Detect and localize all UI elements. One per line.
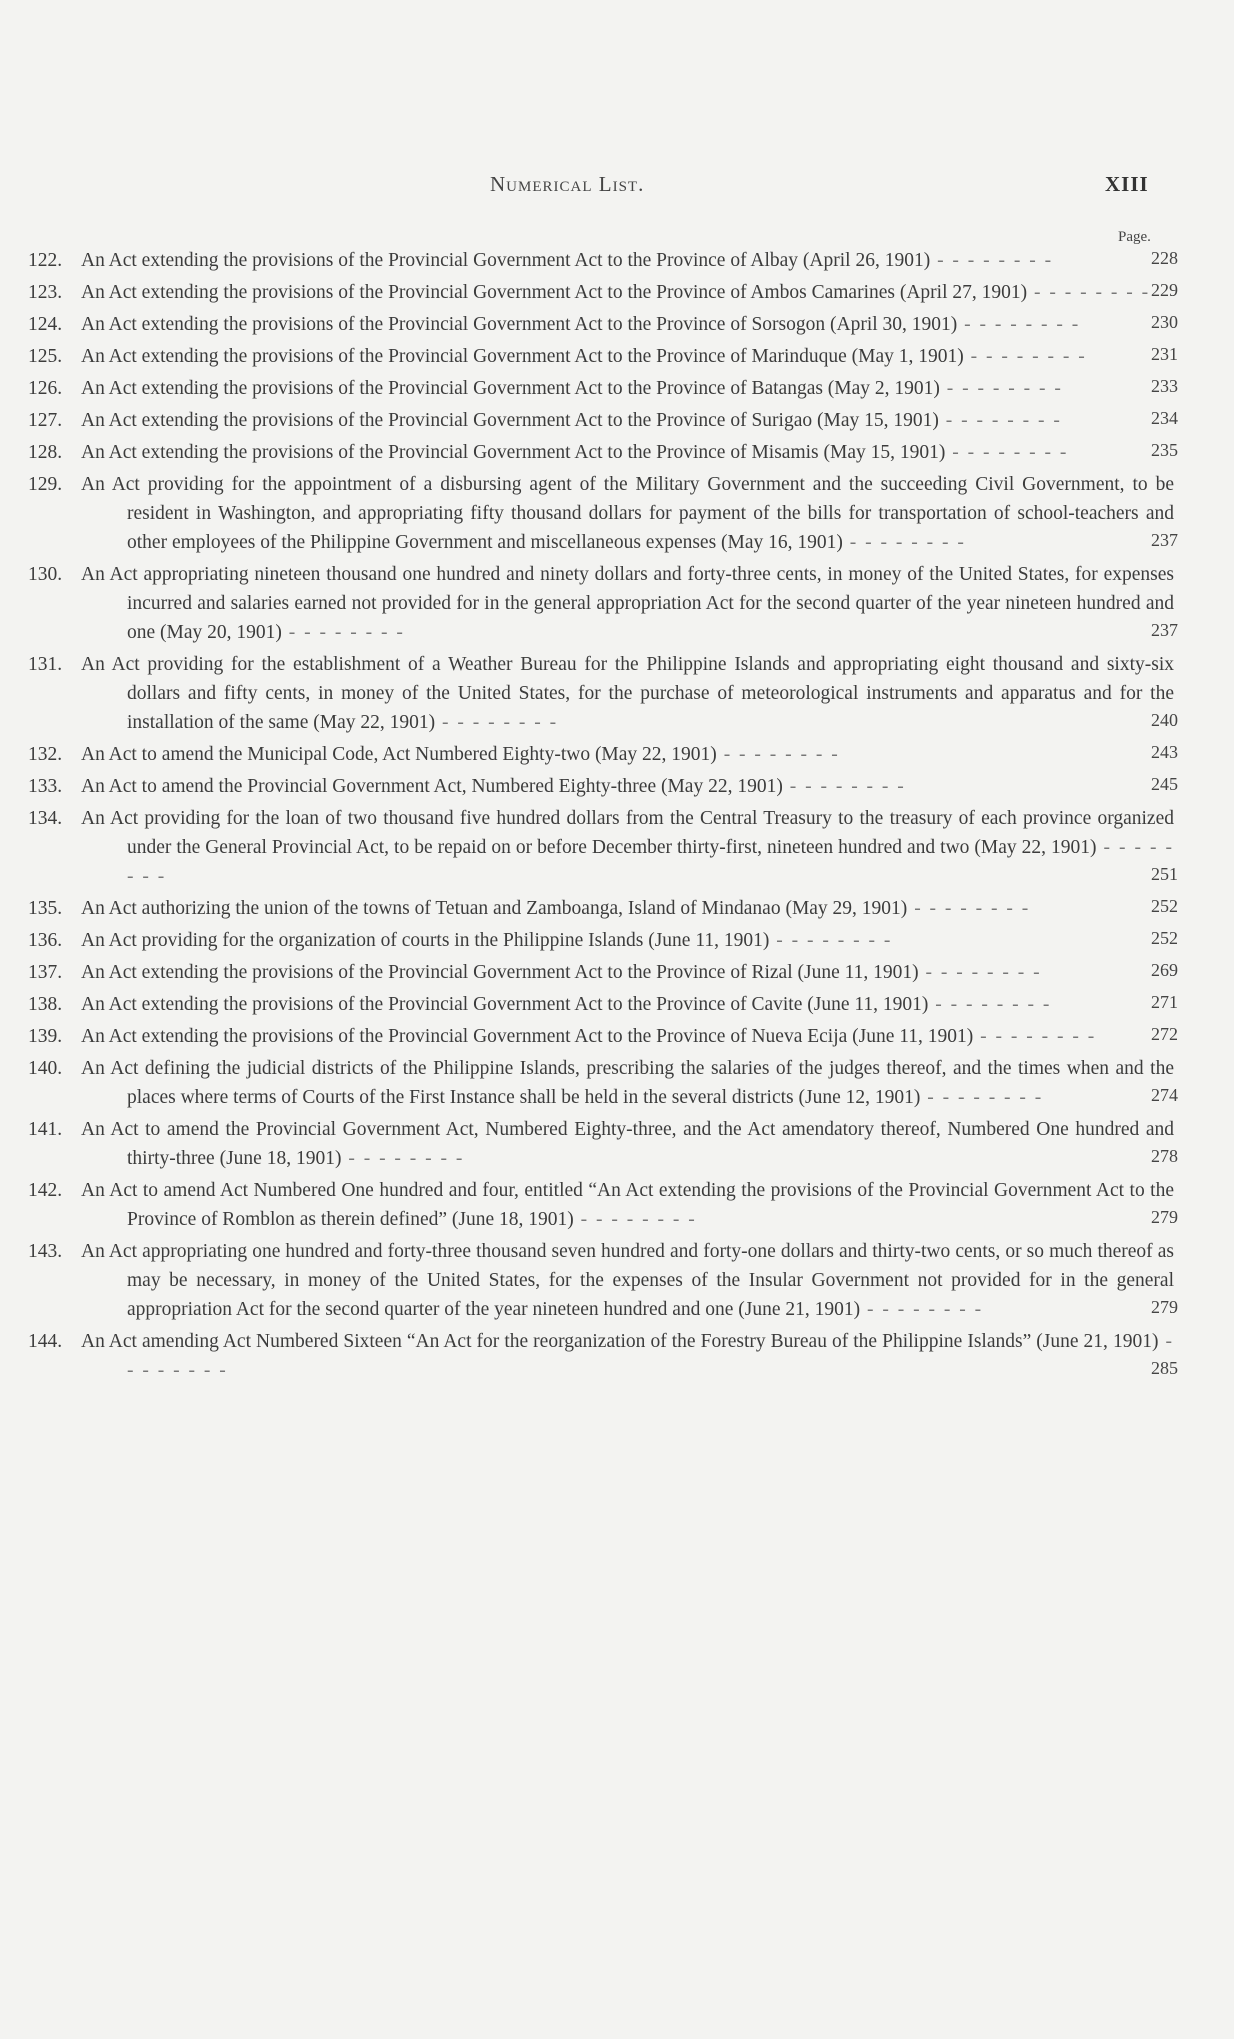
- entry-page-number: 233: [1151, 376, 1178, 396]
- entry-page-number: 274: [1151, 1085, 1178, 1105]
- list-item: [28, 1115, 1178, 1173]
- list-item: [28, 470, 1178, 557]
- list-item: [28, 310, 1178, 339]
- entry-list: [28, 246, 1178, 1388]
- running-head: [0, 172, 1234, 202]
- entry-number: 128.: [28, 442, 63, 463]
- entry-title: An Act authorizing the union of the towns of Tetuan and Zamboanga, Island of Mindanao (May 29, 1901): [81, 898, 908, 919]
- entry-title: An Act appropriating nineteen thousand one hundred and ninety dollars and forty-three cents, in money of the United States, for expenses incurred and salaries earned not provided for in the general appropriation Act for the second quarter of the year nineteen hundred and one (May 20, 1901): [81, 564, 1174, 643]
- leader-dots: - - - - - - - -: [127, 837, 1174, 887]
- entry-text-block: [81, 470, 1174, 557]
- list-item: [28, 926, 1178, 955]
- page-column-label: Page.: [1118, 229, 1151, 245]
- entry-number: 139.: [28, 1026, 63, 1047]
- entry-page-number: 240: [1151, 710, 1178, 730]
- entry-title: An Act amending Act Numbered Sixteen “An Act for the reorganization of the Forestry Bureau of the Philippine Islands” (June 21, 1901): [81, 1331, 1159, 1352]
- entry-number: 132.: [28, 744, 63, 765]
- list-item: [28, 1327, 1178, 1385]
- entry-text-block: [81, 772, 1174, 801]
- entry-number: 123.: [28, 282, 63, 303]
- leader-dots: - - - - - - - -: [957, 314, 1081, 335]
- entry-text-block: [81, 1022, 1174, 1051]
- list-item: [28, 1237, 1178, 1324]
- entry-text-block: [81, 278, 1174, 307]
- entry-text-block: [81, 1237, 1174, 1324]
- entry-page-number: 252: [1151, 928, 1178, 948]
- list-item: [28, 246, 1178, 275]
- list-item: [28, 374, 1178, 403]
- entry-number: 133.: [28, 776, 63, 797]
- entry-text-block: [81, 310, 1174, 339]
- list-item: [28, 1176, 1178, 1234]
- leader-dots: - - - - - - - -: [1027, 282, 1151, 303]
- leader-dots: - - - - - - - -: [938, 410, 1062, 431]
- entry-text-block: [81, 438, 1174, 467]
- entry-text-block: [81, 1115, 1174, 1173]
- leader-dots: - - - - - - - -: [716, 744, 840, 765]
- list-item: [28, 740, 1178, 769]
- leader-dots: - - - - - - - -: [860, 1299, 984, 1320]
- entry-title: An Act extending the provisions of the Provincial Government Act to the Province of Misamis (May 15, 1901): [81, 442, 946, 463]
- entry-text-block: [81, 1054, 1174, 1112]
- entry-title: An Act to amend the Municipal Code, Act Numbered Eighty-two (May 22, 1901): [81, 744, 717, 765]
- entry-number: 141.: [28, 1119, 63, 1140]
- entry-page-number: 237: [1151, 620, 1178, 640]
- leader-dots: - - - - - - - -: [127, 1331, 1174, 1381]
- leader-dots: - - - - - - - -: [920, 1087, 1044, 1108]
- entry-text-block: [81, 894, 1174, 923]
- list-item: [28, 650, 1178, 737]
- entry-number: 127.: [28, 410, 63, 431]
- entry-page-number: 279: [1151, 1207, 1178, 1227]
- entry-number: 122.: [28, 250, 63, 271]
- entry-page-number: 234: [1151, 408, 1178, 428]
- list-item: [28, 958, 1178, 987]
- entry-number: 135.: [28, 898, 63, 919]
- entry-number: 137.: [28, 962, 63, 983]
- entry-title: An Act extending the provisions of the Provincial Government Act to the Province of Surigao (May 15, 1901): [81, 410, 939, 431]
- entry-number: 136.: [28, 930, 63, 951]
- entry-title: An Act to amend the Provincial Government Act, Numbered Eighty-three, and the Act amendatory thereof, Numbered One hundred and thirty-three (June 18, 1901): [81, 1119, 1174, 1169]
- entry-page-number: 272: [1151, 1024, 1178, 1044]
- entry-title: An Act extending the provisions of the Provincial Government Act to the Province of Rizal (June 11, 1901): [81, 962, 919, 983]
- entry-text-block: [81, 342, 1174, 371]
- entry-text-block: [81, 406, 1174, 435]
- entry-page-number: 228: [1151, 248, 1178, 268]
- list-item: [28, 342, 1178, 371]
- entry-text-block: [81, 560, 1174, 647]
- leader-dots: - - - - - - - -: [928, 994, 1052, 1015]
- entry-title: An Act extending the provisions of the Provincial Government Act to the Province of Cavite (June 11, 1901): [81, 994, 929, 1015]
- entry-number: 131.: [28, 654, 63, 675]
- entry-title: An Act extending the provisions of the Provincial Government Act to the Province of Batangas (May 2, 1901): [81, 378, 940, 399]
- list-item: [28, 406, 1178, 435]
- entry-number: 142.: [28, 1180, 63, 1201]
- entry-text-block: [81, 990, 1174, 1019]
- entry-number: 124.: [28, 314, 63, 335]
- entry-title: An Act providing for the organization of courts in the Philippine Islands (June 11, 1901): [81, 930, 770, 951]
- entry-text-block: [81, 926, 1174, 955]
- entry-title: An Act extending the provisions of the Provincial Government Act to the Province of Nueva Ecija (June 11, 1901): [81, 1026, 974, 1047]
- leader-dots: - - - - - - - -: [769, 930, 893, 951]
- leader-dots: - - - - - - - -: [939, 378, 1063, 399]
- entry-number: 126.: [28, 378, 63, 399]
- entry-text-block: [81, 1327, 1174, 1385]
- leader-dots: - - - - - - - -: [918, 962, 1042, 983]
- entry-number: 138.: [28, 994, 63, 1015]
- entry-page-number: 230: [1151, 312, 1178, 332]
- entry-title: An Act extending the provisions of the Provincial Government Act to the Province of Marinduque (May 1, 1901): [81, 346, 964, 367]
- leader-dots: - - - - - - - -: [930, 250, 1054, 271]
- entry-text-block: [81, 374, 1174, 403]
- leader-dots: - - - - - - - -: [435, 712, 559, 733]
- entry-title: An Act defining the judicial districts of the Philippine Islands, prescribing the salaries of the judges thereof, and the times when and the places where terms of Courts of the First Instance shall be held in the several districts (June 12, 1901): [81, 1058, 1174, 1108]
- list-item: [28, 278, 1178, 307]
- entry-title: An Act to amend the Provincial Government Act, Numbered Eighty-three (May 22, 1901): [81, 776, 783, 797]
- entry-text-block: [81, 958, 1174, 987]
- entry-number: 125.: [28, 346, 63, 367]
- list-item: [28, 1022, 1178, 1051]
- leader-dots: - - - - - - - -: [573, 1209, 697, 1230]
- entry-page-number: 229: [1151, 280, 1178, 300]
- list-item: [28, 1054, 1178, 1112]
- entry-page-number: 243: [1151, 742, 1178, 762]
- list-item: [28, 560, 1178, 647]
- list-item: [28, 804, 1178, 891]
- leader-dots: - - - - - - - -: [281, 622, 405, 643]
- entry-page-number: 279: [1151, 1297, 1178, 1317]
- entry-page-number: 278: [1151, 1146, 1178, 1166]
- entry-title: An Act providing for the appointment of a disbursing agent of the Military Government and the succeeding Civil Government, to be resident in Washington, and appropriating fifty thousand dollars for payment of the bills for transportation of school-teachers and other employees of the Philippine Government and miscellaneous expenses (May 16, 1901): [81, 474, 1174, 553]
- entry-page-number: 285: [1151, 1358, 1178, 1378]
- entry-number: 129.: [28, 474, 63, 495]
- entry-title: An Act providing for the establishment of a Weather Bureau for the Philippine Islands and appropriating eight thousand and sixty-six dollars and fifty cents, in money of the United States, for the purchase of meteorological instruments and apparatus and for the installation of the same (May 22, 1901): [81, 654, 1174, 733]
- entry-title: An Act providing for the loan of two thousand five hundred dollars from the Central Treasury to the treasury of each province organized under the General Provincial Act, to be repaid on or before December thirty-first, nineteen hundred and two (May 22, 1901): [81, 808, 1174, 858]
- entry-page-number: 235: [1151, 440, 1178, 460]
- leader-dots: - - - - - - - -: [842, 532, 966, 553]
- leader-dots: - - - - - - - -: [963, 346, 1087, 367]
- folio-number: XIII: [1105, 172, 1149, 196]
- entry-text-block: [81, 650, 1174, 737]
- entry-number: 140.: [28, 1058, 63, 1079]
- list-item: [28, 990, 1178, 1019]
- entry-number: 143.: [28, 1241, 63, 1262]
- entry-text-block: [81, 804, 1174, 891]
- entry-page-number: 271: [1151, 992, 1178, 1012]
- entry-title: An Act extending the provisions of the Provincial Government Act to the Province of Albay (April 26, 1901): [81, 250, 931, 271]
- entry-text-block: [81, 740, 1174, 769]
- entry-number: 134.: [28, 808, 63, 829]
- entry-title: An Act appropriating one hundred and forty-three thousand seven hundred and forty-one dollars and thirty-two cents, or so much thereof as may be necessary, in money of the United States, for the expenses of the Insular Government not provided for in the general appropriation Act for the second quarter of the year nineteen hundred and one (June 21, 1901): [81, 1241, 1174, 1320]
- list-item: [28, 894, 1178, 923]
- entry-title: An Act to amend Act Numbered One hundred and four, entitled “An Act extending the provisions of the Provincial Government Act to the Province of Romblon as therein defined” (June 18, 1901): [81, 1180, 1174, 1230]
- entry-page-number: 231: [1151, 344, 1178, 364]
- entry-title: An Act extending the provisions of the Provincial Government Act to the Province of Sorsogon (April 30, 1901): [81, 314, 958, 335]
- entry-title: An Act extending the provisions of the Provincial Government Act to the Province of Ambos Camarines (April 27, 1901): [81, 282, 1028, 303]
- entry-page-number: 269: [1151, 960, 1178, 980]
- entry-page-number: 237: [1151, 530, 1178, 550]
- list-item: [28, 772, 1178, 801]
- entry-page-number: 251: [1151, 864, 1178, 884]
- entry-page-number: 252: [1151, 896, 1178, 916]
- list-item: [28, 438, 1178, 467]
- leader-dots: - - - - - - - -: [907, 898, 1031, 919]
- leader-dots: - - - - - - - -: [782, 776, 906, 797]
- leader-dots: - - - - - - - -: [945, 442, 1069, 463]
- entry-number: 144.: [28, 1331, 63, 1352]
- leader-dots: - - - - - - - -: [341, 1148, 465, 1169]
- entry-text-block: [81, 246, 1174, 275]
- entry-page-number: 245: [1151, 774, 1178, 794]
- leader-dots: - - - - - - - -: [973, 1026, 1097, 1047]
- entry-text-block: [81, 1176, 1174, 1234]
- page-title: Numerical List.: [490, 172, 645, 196]
- entry-number: 130.: [28, 564, 63, 585]
